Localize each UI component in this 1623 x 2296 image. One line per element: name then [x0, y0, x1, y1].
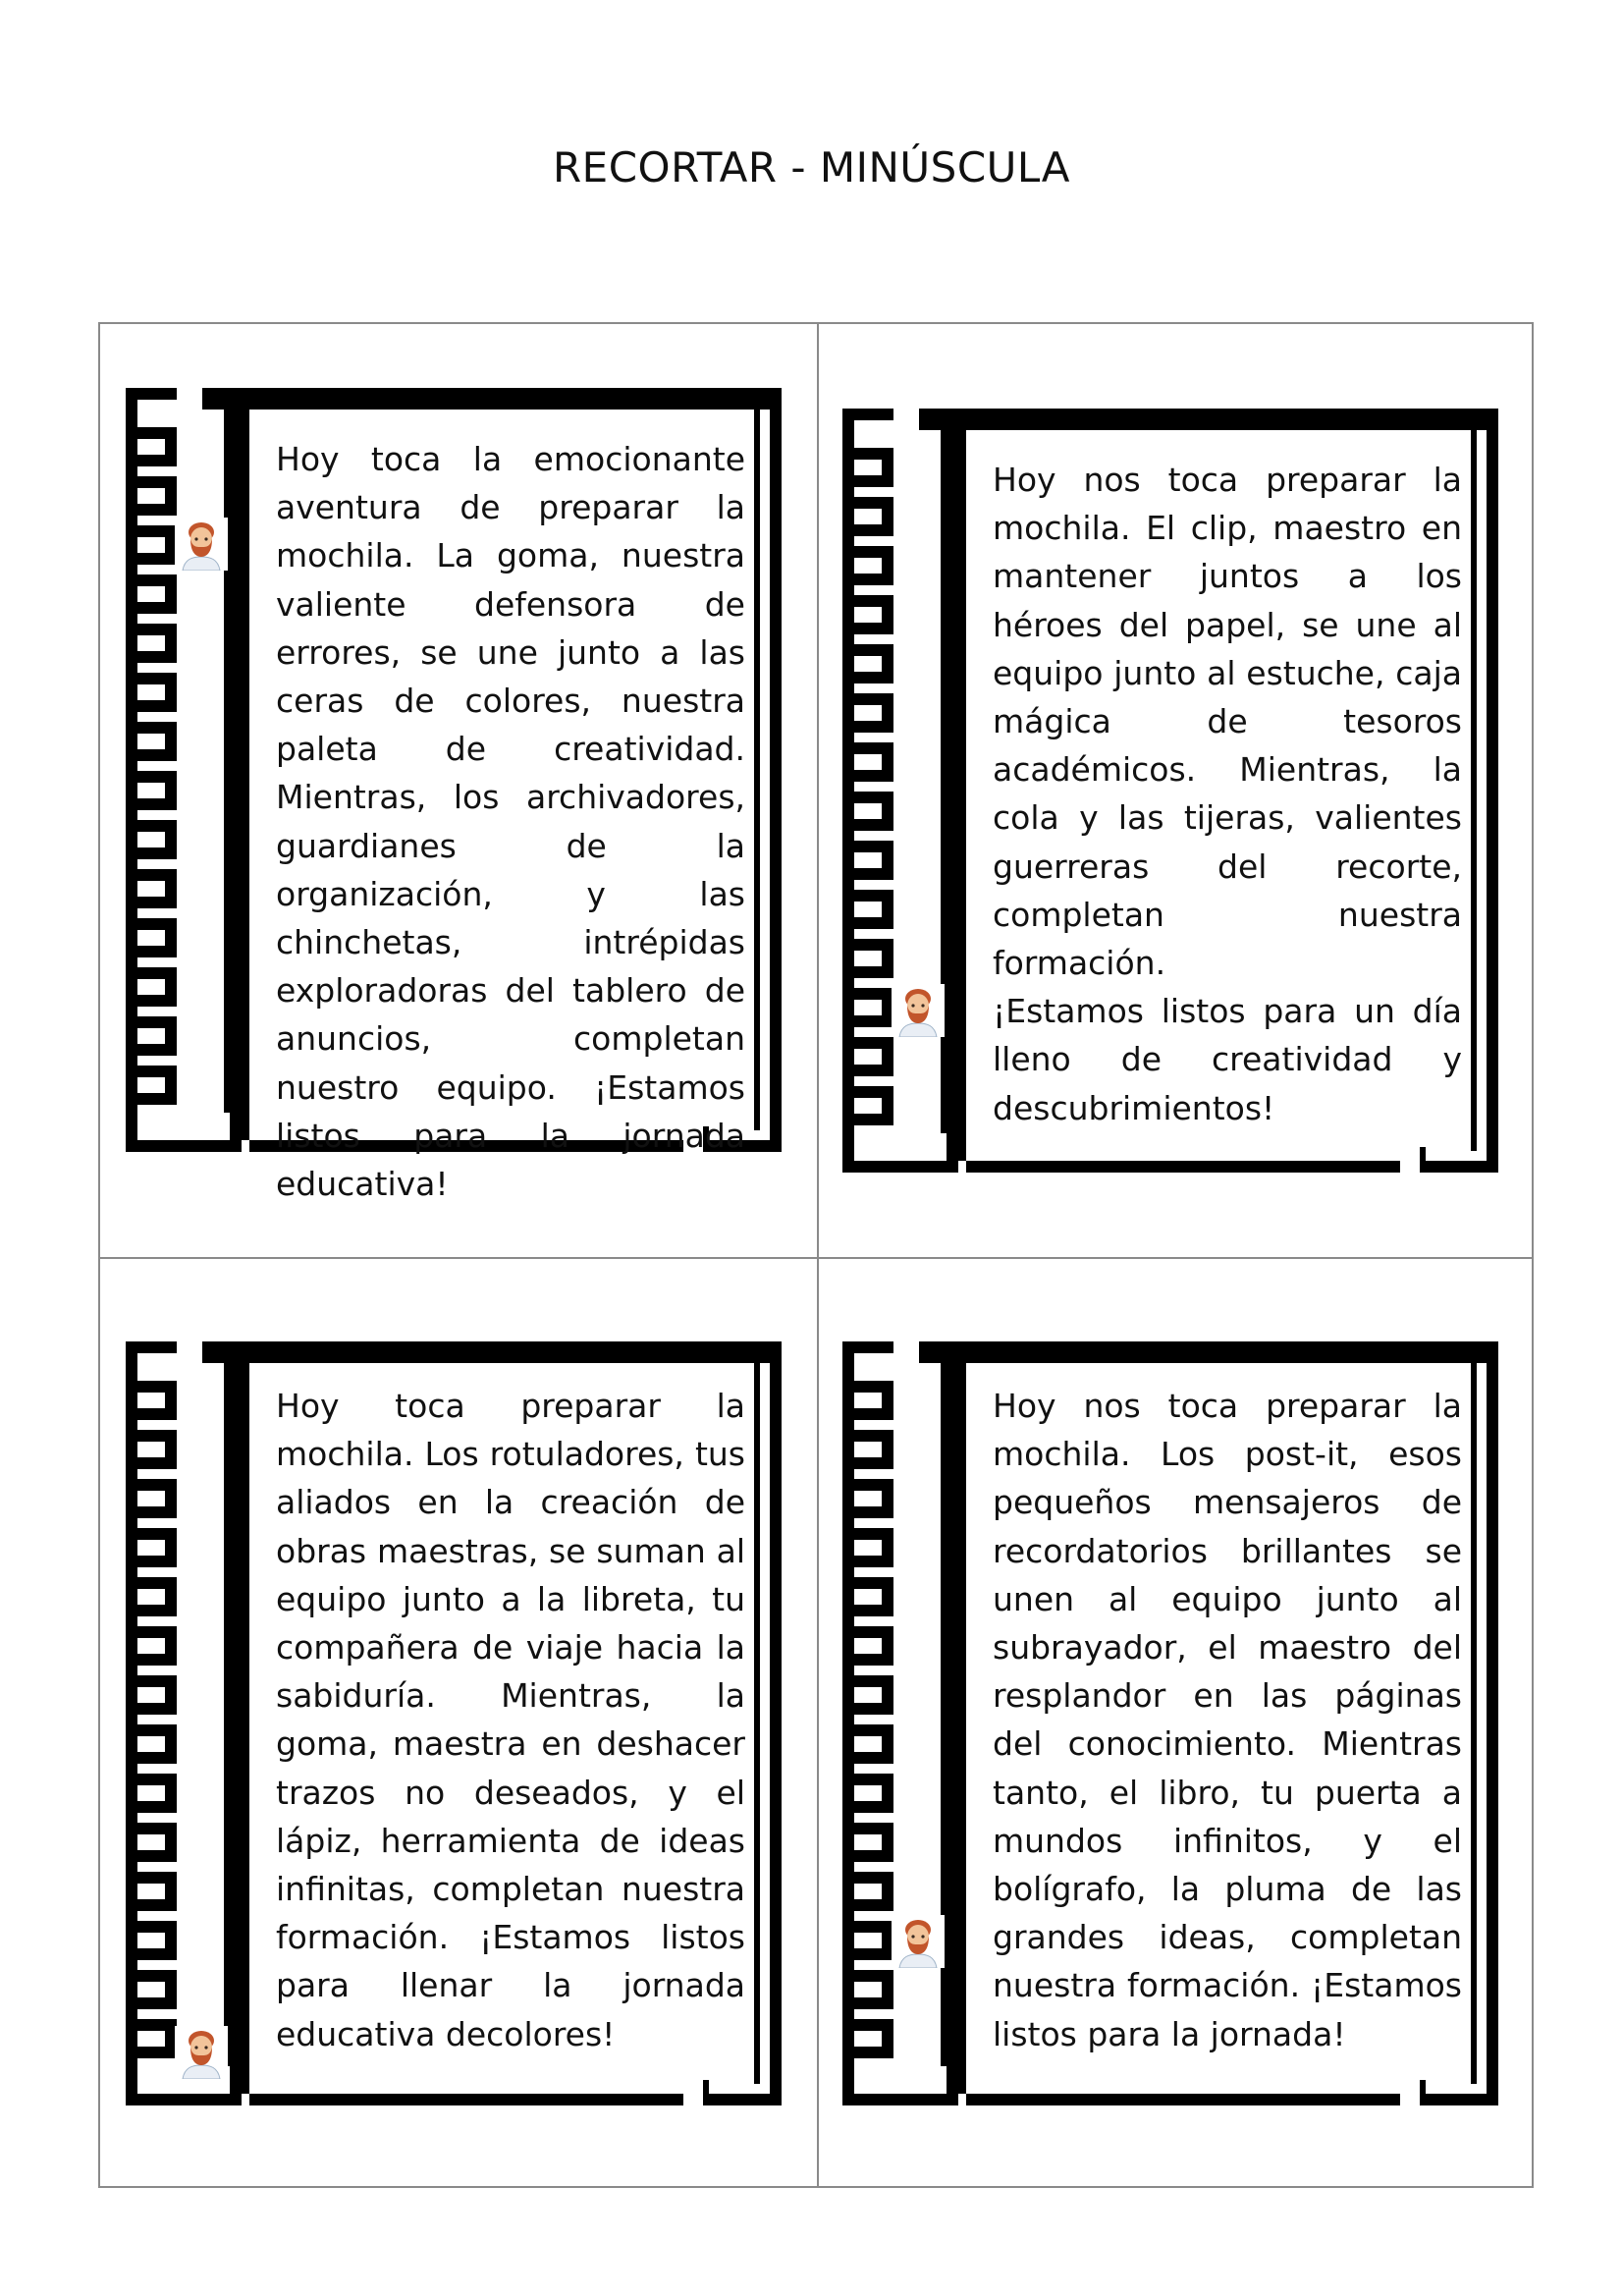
avatar-icon — [892, 1915, 945, 1968]
card-text — [993, 456, 1462, 1132]
card-paragraph: Hoy toca la emocionante aventura de preparar la mochila. La goma, nuestra valiente defensora de errores, se une junto a las ceras de colores, nuestra paleta de creatividad. Mientras, los archivadores, guardianes de la organización, y las chinchetas, intrépidas exploradoras del tablero de anuncios, completan nuestro equipo. ¡Estamos listos para la jornada educativa! — [276, 440, 745, 1204]
grid-horizontal-divider — [100, 1257, 1532, 1259]
card-text — [993, 1382, 1462, 2058]
avatar-icon — [175, 2026, 228, 2079]
page-title: RECORTAR - MINÚSCULA — [552, 143, 1070, 191]
card-paragraph: Hoy nos toca preparar la mochila. El clip, maestro en mantener juntos a los héroes del papel, se une al equipo junto al estuche, caja mágica de tesoros académicos. Mientras, la cola y las tijeras, valientes guerreras del recorte, completan nuestra formación. — [993, 461, 1462, 983]
card-4 — [842, 1341, 1498, 2105]
card-paragraph: Hoy toca preparar la mochila. Los rotuladores, tus aliados en la creación de obras maestras, se suman al equipo junto a la libreta, tu compañera de viaje hacia la sabiduría. Mientras, la goma, maestra en deshacer trazos no deseados, y el lápiz, herramienta de ideas infinitas, completan nuestra formación. ¡Estamos listos para llenar la jornada educativa decolores! — [276, 1387, 745, 2053]
avatar-icon — [175, 518, 228, 571]
card-paragraph: ¡Estamos listos para un día lleno de creatividad y descubrimientos! — [993, 992, 1462, 1127]
avatar-icon — [892, 984, 945, 1037]
card-2 — [842, 409, 1498, 1173]
card-1 — [126, 388, 782, 1204]
grid-vertical-divider — [817, 324, 819, 2186]
card-text — [276, 435, 745, 1208]
card-3 — [126, 1341, 782, 2105]
card-text — [276, 1382, 745, 2058]
card-paragraph: Hoy nos toca preparar la mochila. Los post-it, esos pequeños mensajeros de recordatorios brillantes se unen al equipo junto al subrayador, el maestro del resplandor en las páginas del conocimiento. Mientras tanto, el libro, tu puerta a mundos infinitos, y el bolígrafo, la pluma de las grandes ideas, completan nuestra formación. ¡Estamos listos para la jornada! — [993, 1387, 1462, 2053]
